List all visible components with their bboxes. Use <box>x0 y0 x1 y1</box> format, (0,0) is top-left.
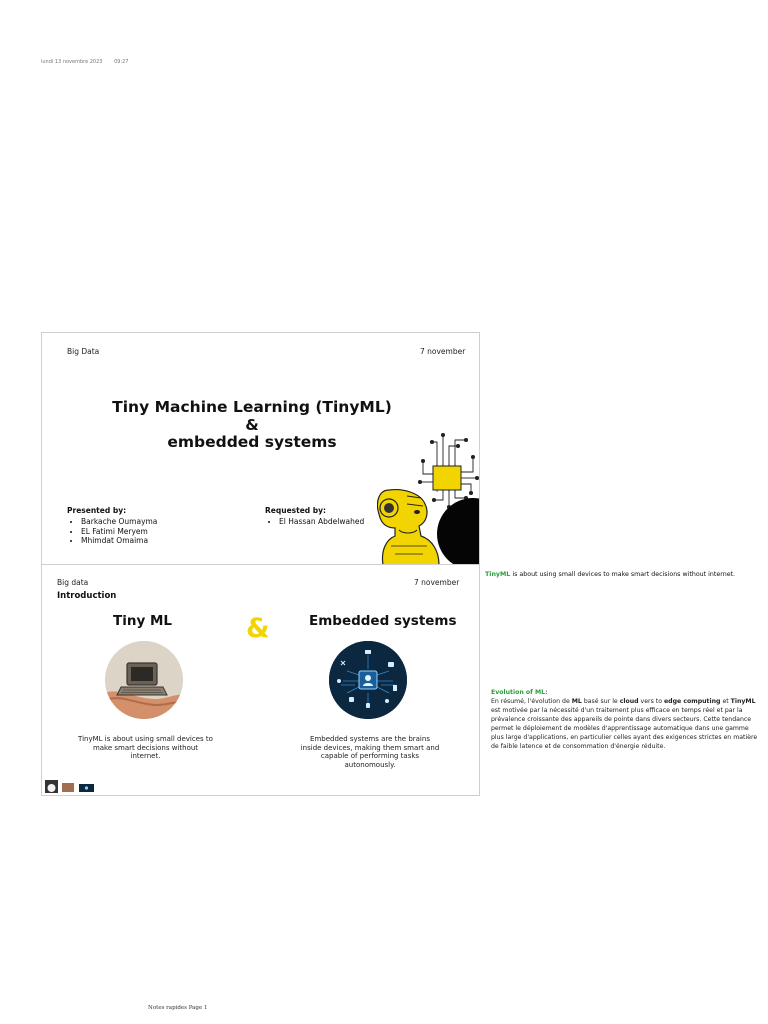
requested-by-label: Requested by: <box>265 506 327 515</box>
page-footer: Notes rapides Page 1 <box>148 1005 208 1011</box>
evolution-paragraph: En résumé, l'évolution de ML basé sur le cloud vers to edge computing et TinyML est motivée par la nécessité d'un traitement plus efficace en temps réel et par la prévalence croissante des appareils de pointe dans divers secteurs. Cette tendance permet le déploiement de modèles d'apprentissage automatique dans une gamme plus large d'applications, en particulier celles ayant des exigences strictes en matière de faible latence et de consommation d'énergie réduite. <box>491 698 758 750</box>
tinyml-title: Tiny ML <box>113 613 172 629</box>
slide1-course: Big Data <box>67 347 100 356</box>
tinyml-description: TinyML is about using small devices to make smart decisions without internet. <box>78 735 213 760</box>
slide2-date: 7 november <box>414 578 460 587</box>
page-header-date <box>41 59 139 65</box>
circuit-brain-icon <box>329 641 407 719</box>
chip-icon <box>433 466 461 490</box>
tinyml-note-text: is about using small devices to make smart decisions without internet. <box>510 571 736 578</box>
black-circle-decor <box>437 498 479 565</box>
header-date: lundi 13 novembre 2023 <box>41 59 103 65</box>
slide-thumbnails <box>45 779 95 796</box>
embedded-image <box>329 641 407 719</box>
tinyml-note-highlight: TinyML <box>485 571 511 578</box>
title-line-1: Tiny Machine Learning (TinyML) <box>112 398 392 416</box>
presented-by-block <box>67 506 157 546</box>
title-line-3: embedded systems <box>167 433 337 451</box>
slide1-date: 7 november <box>420 347 466 356</box>
slide-title <box>41 332 480 566</box>
evolution-note <box>491 688 763 751</box>
slide2-course: Big data <box>57 578 89 587</box>
tinyml-image <box>105 641 183 719</box>
embedded-description: Embedded systems are the brains inside devices, making them smart and capable of performing tasks autonomously. <box>300 735 440 769</box>
thumbnail-icon <box>62 783 74 792</box>
presented-by-label: Presented by: <box>67 506 127 515</box>
presenter-item: • EL Fatimi Meryem <box>81 527 157 537</box>
tinyml-note <box>485 571 735 578</box>
evolution-title: Evolution of ML: <box>491 689 548 696</box>
requester-item: • El Hassan Abdelwahed <box>279 517 364 527</box>
presenter-item: • Mhimdat Omaima <box>81 536 157 546</box>
title-line-2: & <box>245 415 259 434</box>
ampersand: & <box>246 613 270 644</box>
robot-chip-illustration <box>377 428 479 565</box>
computer-in-hand-icon <box>105 641 183 719</box>
presenter-item: • Barkache Oumayma <box>81 517 157 527</box>
requested-by-block <box>265 506 364 527</box>
embedded-title: Embedded systems <box>309 613 457 629</box>
slide-introduction <box>41 564 480 796</box>
header-time: 09:27 <box>114 59 129 65</box>
section-title: Introduction <box>57 591 117 601</box>
